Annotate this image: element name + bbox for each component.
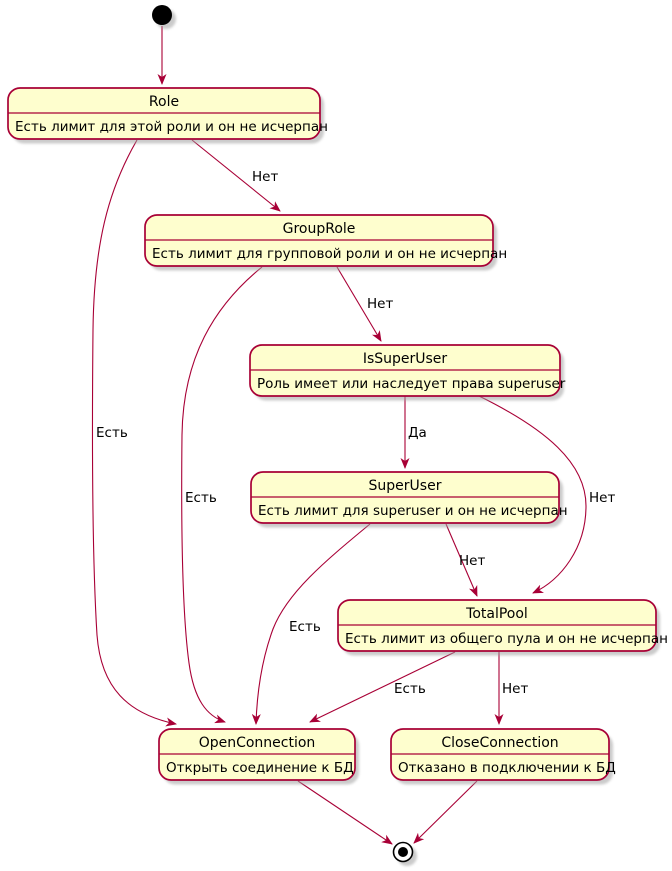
edge-label-issuperuser-to-totalpool: Нет — [589, 490, 616, 506]
state-role-title: Role — [148, 94, 180, 110]
state-grouprole-title: GroupRole — [282, 221, 356, 237]
edge-label-superuser-to-openconnection: Есть — [289, 619, 321, 635]
state-closeconnection-title: CloseConnection — [441, 735, 559, 751]
state-grouprole-description: Есть лимит для групповой роли и он не исчерпан — [152, 246, 508, 262]
state-openconnection-title: OpenConnection — [198, 735, 316, 751]
state-issuperuser-title: IsSuperUser — [362, 351, 448, 367]
edge-label-issuperuser-to-superuser: Да — [408, 425, 427, 441]
state-totalpool-description: Есть лимит из общего пула и он не исчерпан — [345, 631, 668, 647]
final-state-icon — [394, 843, 418, 867]
initial-state-dot — [152, 5, 172, 25]
edge-openconnection-to-final — [298, 781, 392, 844]
edge-label-superuser-to-totalpool: Нет — [459, 553, 486, 569]
initial-state-icon — [152, 5, 176, 29]
state-superuser-description: Есть лимит для superuser и он не исчерпан — [258, 503, 568, 519]
state-openconnection — [159, 729, 359, 785]
state-grouprole — [145, 215, 507, 271]
state-issuperuser-description: Роль имеет или наследует права superuser — [257, 376, 566, 392]
state-issuperuser — [250, 345, 566, 401]
state-openconnection-description: Открыть соединение к БД — [166, 760, 354, 776]
edge-label-grouprole-to-openconnection: Есть — [185, 490, 217, 506]
state-role-description: Есть лимит для этой роли и он не исчерпан — [15, 119, 328, 135]
edge-label-role-to-openconnection: Есть — [96, 425, 128, 441]
edge-label-role-to-grouprole: Нет — [252, 169, 279, 185]
state-closeconnection — [391, 729, 616, 785]
edge-closeconnection-to-final — [414, 781, 477, 843]
state-superuser-title: SuperUser — [368, 478, 442, 494]
final-state-inner-dot — [398, 847, 408, 857]
state-superuser — [251, 472, 568, 528]
edge-label-totalpool-to-closeconnection: Нет — [502, 681, 529, 697]
edge-label-grouprole-to-issuperuser: Нет — [367, 296, 394, 312]
state-totalpool — [338, 600, 668, 656]
edge-label-totalpool-to-openconnection: Есть — [394, 681, 426, 697]
state-role — [8, 88, 328, 144]
edges-layer — [92, 26, 586, 844]
edge-totalpool-to-openconnection — [310, 652, 455, 722]
state-closeconnection-description: Отказано в подключении к БД — [398, 760, 616, 776]
state-totalpool-title: TotalPool — [466, 606, 528, 622]
